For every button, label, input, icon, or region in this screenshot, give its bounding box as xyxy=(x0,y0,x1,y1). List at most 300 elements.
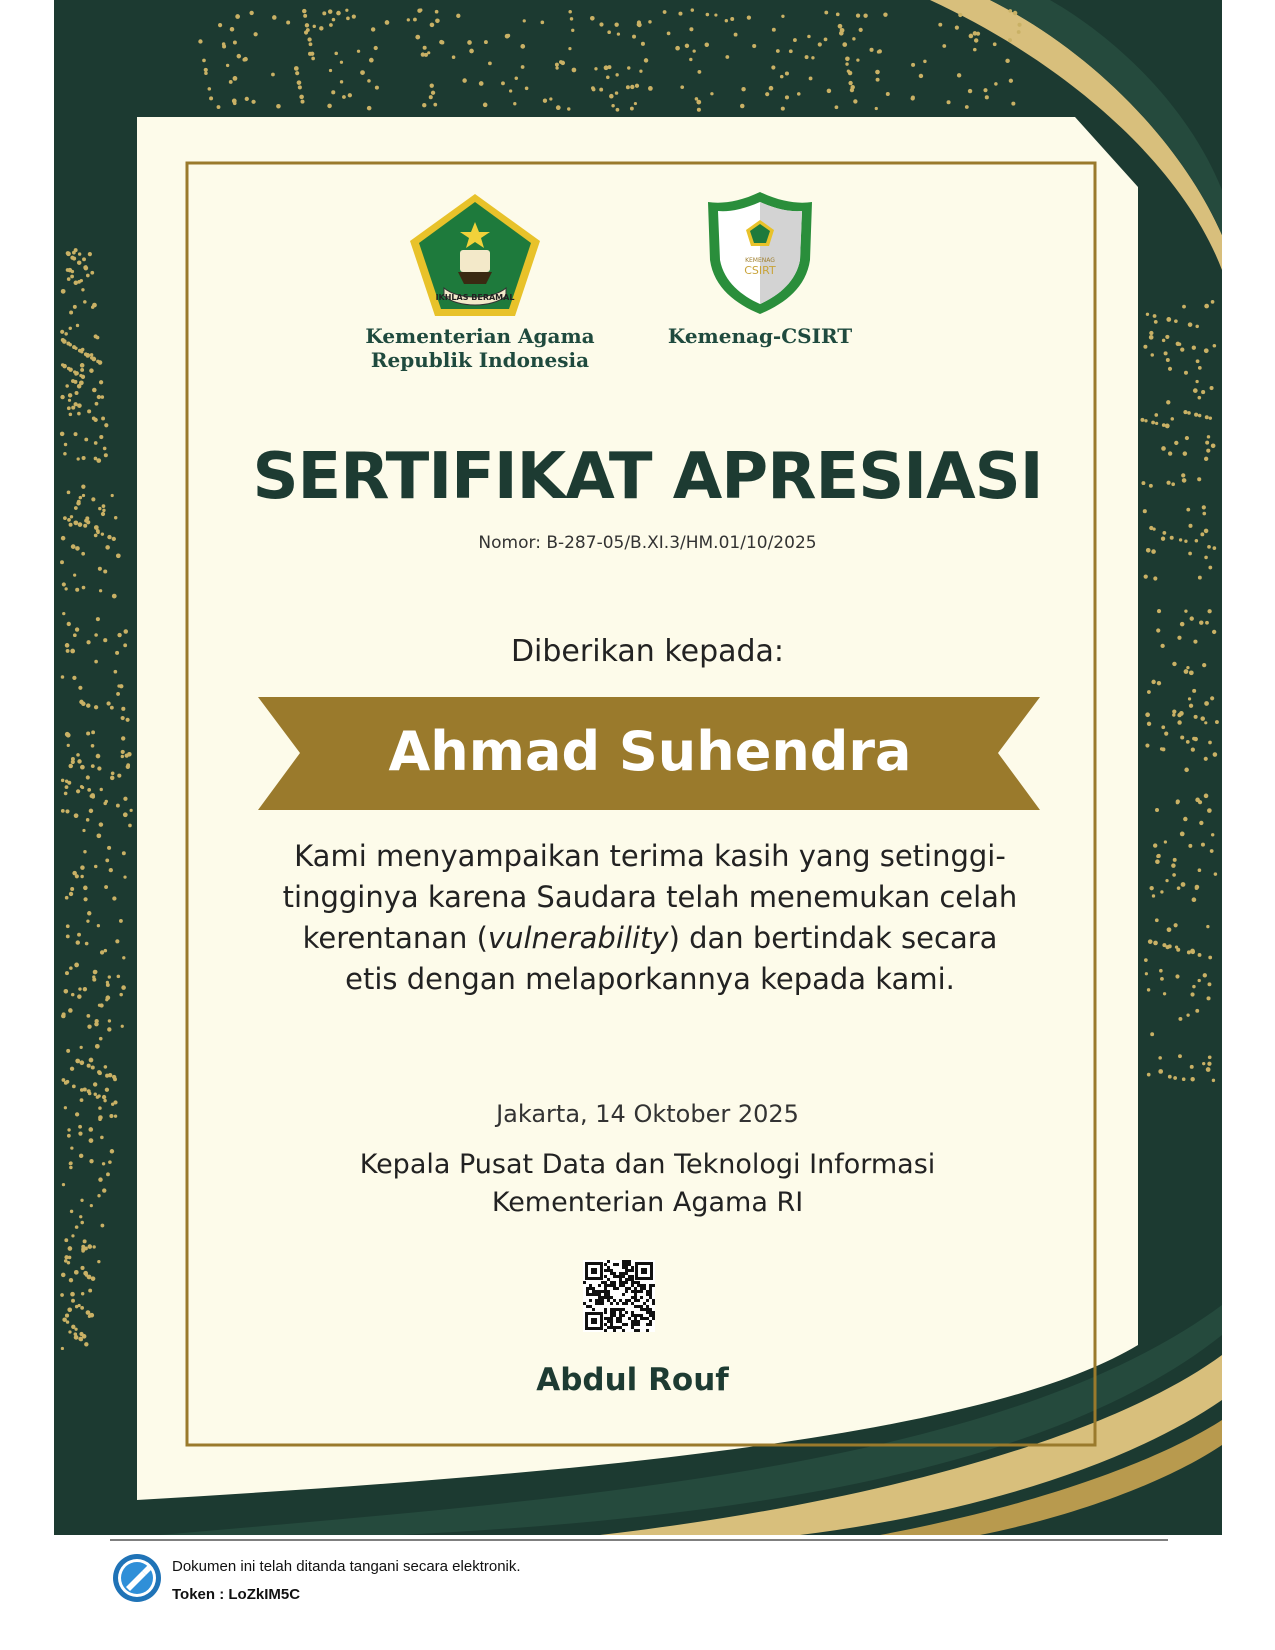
decorative-dot xyxy=(272,15,277,20)
decorative-dot xyxy=(407,18,410,21)
decorative-dot xyxy=(467,40,472,45)
decorative-dot xyxy=(1166,481,1170,485)
decorative-dot xyxy=(74,963,79,968)
decorative-dot xyxy=(82,456,86,460)
decorative-dot xyxy=(1205,415,1209,419)
decorative-dot xyxy=(84,438,88,442)
decorative-dot xyxy=(73,633,77,637)
decorative-dot xyxy=(1183,410,1187,414)
decorative-dot xyxy=(1210,386,1214,390)
decorative-dot xyxy=(1172,873,1176,877)
decorative-dot xyxy=(65,896,69,900)
signer-title-line2: Kementerian Agama RI xyxy=(491,1187,804,1218)
decorative-dot xyxy=(121,1025,124,1028)
decorative-dot xyxy=(591,86,595,90)
decorative-dot xyxy=(84,266,88,270)
decorative-dot xyxy=(88,1315,91,1318)
decorative-dot xyxy=(121,716,125,720)
decorative-dot xyxy=(85,353,90,358)
decorative-dot xyxy=(863,14,867,18)
decorative-dot xyxy=(1208,982,1212,986)
decorative-dot xyxy=(1153,843,1157,847)
decorative-dot xyxy=(93,970,98,975)
decorative-dot xyxy=(77,260,82,265)
decorative-dot xyxy=(71,760,75,764)
decorative-dot xyxy=(88,1127,93,1132)
decorative-dot xyxy=(106,701,110,705)
decorative-dot xyxy=(83,850,86,853)
decorative-dot xyxy=(204,68,208,72)
decorative-dot xyxy=(1200,532,1204,536)
decorative-dot xyxy=(955,26,959,30)
decorative-dot xyxy=(1158,1056,1162,1060)
decorative-dot xyxy=(89,368,94,373)
decorative-dot xyxy=(86,1014,90,1018)
decorative-dot xyxy=(371,27,375,31)
decorative-dot xyxy=(1201,390,1205,394)
decorative-dot xyxy=(509,89,512,92)
decorative-dot xyxy=(94,525,99,530)
decorative-dot xyxy=(415,35,420,40)
decorative-dot xyxy=(307,37,311,41)
appreciation-text-part2: ) dan bertindak secara etis dengan melaporkannya kepada kami. xyxy=(345,921,998,996)
decorative-dot xyxy=(430,23,435,28)
decorative-dot xyxy=(835,105,839,109)
decorative-dot xyxy=(1145,712,1150,717)
decorative-dot xyxy=(91,357,96,362)
decorative-dot xyxy=(81,786,84,789)
decorative-dot xyxy=(69,892,73,896)
decorative-dot xyxy=(72,251,76,255)
decorative-dot xyxy=(691,8,694,11)
decorative-dot xyxy=(67,1128,70,1131)
decorative-dot xyxy=(75,588,79,592)
decorative-dot xyxy=(1005,59,1009,63)
decorative-dot xyxy=(1204,348,1209,353)
decorative-dot xyxy=(102,509,105,512)
decorative-dot xyxy=(81,485,85,489)
decorative-dot xyxy=(249,11,253,15)
decorative-dot xyxy=(70,515,73,518)
decorative-dot xyxy=(973,48,977,52)
decorative-dot xyxy=(98,567,102,571)
decorative-dot xyxy=(1190,1077,1194,1081)
decorative-dot xyxy=(352,14,356,18)
decorative-dot xyxy=(107,1027,111,1031)
decorative-dot xyxy=(101,532,104,535)
decorative-dot xyxy=(1163,992,1166,995)
decorative-dot xyxy=(98,507,101,510)
decorative-dot xyxy=(594,67,597,70)
decorative-dot xyxy=(89,1159,93,1163)
decorative-dot xyxy=(1188,322,1193,327)
decorative-dot xyxy=(456,14,460,18)
decorative-dot xyxy=(635,84,639,88)
decorative-dot xyxy=(919,74,923,78)
decorative-dot xyxy=(1195,798,1200,803)
decorative-dot xyxy=(615,73,618,76)
decorative-dot xyxy=(1166,358,1170,362)
decorative-dot xyxy=(734,33,738,37)
decorative-dot xyxy=(1187,950,1191,954)
decorative-dot xyxy=(83,886,88,891)
decorative-dot xyxy=(632,35,636,39)
appreciation-text-italic: vulnerability xyxy=(487,921,669,955)
decorative-dot xyxy=(911,63,915,67)
decorative-dot xyxy=(1172,662,1176,666)
decorative-dot xyxy=(218,23,222,27)
decorative-dot xyxy=(781,107,785,111)
decorative-dot xyxy=(111,494,114,497)
decorative-dot xyxy=(110,706,114,710)
decorative-dot xyxy=(235,14,240,19)
decorative-dot xyxy=(102,1162,105,1165)
decorative-dot xyxy=(74,506,78,510)
decorative-dot xyxy=(99,435,103,439)
decorative-dot xyxy=(69,327,72,330)
decorative-dot xyxy=(1156,854,1160,858)
decorative-dot xyxy=(678,12,682,16)
decorative-dot xyxy=(76,940,80,944)
decorative-dot xyxy=(77,457,80,460)
decorative-dot xyxy=(599,88,603,92)
decorative-dot xyxy=(845,62,848,65)
decorative-dot xyxy=(606,75,610,79)
decorative-dot xyxy=(61,675,65,679)
decorative-dot xyxy=(123,797,127,801)
decorative-dot xyxy=(99,1037,103,1041)
decorative-dot xyxy=(78,987,81,990)
decorative-dot xyxy=(108,1019,111,1022)
certificate-title: SERTIFIKAT APRESIASI xyxy=(252,440,1043,514)
decorative-dot xyxy=(209,96,213,100)
decorative-dot xyxy=(1211,833,1214,836)
decorative-dot xyxy=(1149,331,1153,335)
decorative-dot xyxy=(785,95,789,99)
decorative-dot xyxy=(95,402,99,406)
decorative-dot xyxy=(96,833,101,838)
decorative-dot xyxy=(1152,894,1155,897)
decorative-dot xyxy=(328,9,332,13)
decorative-dot xyxy=(77,994,81,998)
decorative-dot xyxy=(66,1080,70,1084)
decorative-dot xyxy=(86,703,90,707)
decorative-dot xyxy=(69,523,73,527)
decorative-dot xyxy=(1184,540,1187,543)
decorative-dot xyxy=(938,23,942,27)
decorative-dot xyxy=(1208,566,1212,570)
certificate-number: Nomor: B-287-05/B.XI.3/HM.01/10/2025 xyxy=(478,533,817,553)
decorative-dot xyxy=(122,956,125,959)
decorative-dot xyxy=(66,649,70,653)
decorative-dot xyxy=(1204,721,1207,724)
decorative-dot xyxy=(488,62,492,66)
decorative-dot xyxy=(1174,441,1178,445)
decorative-dot xyxy=(923,60,926,63)
decorative-dot xyxy=(111,771,115,775)
decorative-dot xyxy=(81,1247,86,1252)
decorative-dot xyxy=(571,29,574,32)
csirt-badge-text: CSIRT xyxy=(744,264,776,277)
decorative-dot xyxy=(1161,537,1165,541)
decorative-dot xyxy=(360,70,365,75)
decorative-dot xyxy=(797,92,801,96)
decorative-dot xyxy=(615,91,618,94)
decorative-dot xyxy=(100,1224,104,1228)
decorative-dot xyxy=(1181,473,1185,477)
decorative-dot xyxy=(64,1238,68,1242)
decorative-dot xyxy=(875,107,878,110)
decorative-dot xyxy=(1204,757,1208,761)
decorative-dot xyxy=(644,58,648,62)
decorative-dot xyxy=(1155,422,1158,425)
decorative-dot xyxy=(91,744,95,748)
decorative-dot xyxy=(435,18,440,23)
decorative-dot xyxy=(1200,716,1205,721)
decorative-dot xyxy=(83,1087,87,1091)
decorative-dot xyxy=(96,617,100,621)
decorative-dot xyxy=(1178,343,1181,346)
decorative-dot xyxy=(1184,669,1189,674)
decorative-dot xyxy=(91,305,94,308)
decorative-dot xyxy=(83,524,87,528)
decorative-dot xyxy=(104,423,108,427)
decorative-dot xyxy=(710,92,713,95)
decorative-dot xyxy=(94,633,98,637)
decorative-dot xyxy=(305,23,309,27)
e-signature-icon xyxy=(112,1553,162,1603)
decorative-dot xyxy=(62,582,66,586)
decorative-dot xyxy=(96,336,100,340)
decorative-dot xyxy=(80,1266,84,1270)
decorative-dot xyxy=(123,643,127,647)
decorative-dot xyxy=(1149,526,1153,530)
decorative-dot xyxy=(1177,886,1181,890)
decorative-dot xyxy=(1195,325,1198,328)
decorative-dot xyxy=(1182,305,1186,309)
decorative-dot xyxy=(1150,1032,1154,1036)
decorative-dot xyxy=(60,395,64,399)
decorative-dot xyxy=(112,537,116,541)
decorative-dot xyxy=(1165,335,1169,339)
decorative-dot xyxy=(422,103,426,107)
decorative-dot xyxy=(1161,725,1165,729)
decorative-dot xyxy=(886,92,890,96)
decorative-dot xyxy=(1177,713,1181,717)
qr-code-icon[interactable] xyxy=(583,1260,655,1332)
decorative-dot xyxy=(119,993,122,996)
decorative-dot xyxy=(94,441,98,445)
decorative-dot xyxy=(555,63,559,67)
decorative-dot xyxy=(108,1160,112,1164)
decorative-dot xyxy=(82,829,85,832)
decorative-dot xyxy=(1153,314,1157,318)
decorative-dot xyxy=(1178,1054,1182,1058)
decorative-dot xyxy=(1204,529,1209,534)
decorative-dot xyxy=(1182,478,1187,483)
decorative-dot xyxy=(421,52,425,56)
decorative-dot xyxy=(62,339,67,344)
decorative-dot xyxy=(117,633,121,637)
decorative-dot xyxy=(83,300,87,304)
decorative-dot xyxy=(217,105,221,109)
decorative-dot xyxy=(69,1166,72,1169)
decorative-dot xyxy=(78,252,81,255)
decorative-dot xyxy=(947,100,951,104)
decorative-dot xyxy=(1172,713,1175,716)
decorative-dot xyxy=(1165,879,1168,882)
decorative-dot xyxy=(1171,417,1175,421)
decorative-dot xyxy=(572,68,577,73)
decorative-dot xyxy=(233,41,237,45)
decorative-dot xyxy=(1198,396,1202,400)
csirt-caption: Kemenag-CSIRT xyxy=(667,324,853,348)
decorative-dot xyxy=(1143,509,1147,513)
decorative-dot xyxy=(1194,715,1198,719)
decorative-dot xyxy=(1162,531,1166,535)
decorative-dot xyxy=(435,10,439,14)
decorative-dot xyxy=(70,1146,73,1149)
decorative-dot xyxy=(77,403,82,408)
decorative-dot xyxy=(793,38,797,42)
decorative-dot xyxy=(70,275,74,279)
decorative-dot xyxy=(561,61,565,65)
decorative-dot xyxy=(85,942,89,946)
decorative-dot xyxy=(1208,956,1212,960)
decorative-dot xyxy=(87,1089,91,1093)
decorative-dot xyxy=(83,987,87,991)
decorative-dot xyxy=(1158,1069,1163,1074)
decorative-dot xyxy=(76,753,80,757)
decorative-dot xyxy=(1164,840,1167,843)
decorative-dot xyxy=(785,71,789,75)
decorative-dot xyxy=(1208,1055,1212,1059)
decorative-dot xyxy=(1207,1062,1211,1066)
decorative-dot xyxy=(87,409,91,413)
decorative-dot xyxy=(1147,722,1151,726)
decorative-dot xyxy=(106,983,110,987)
decorative-dot xyxy=(99,822,103,826)
decorative-dot xyxy=(809,77,813,81)
decorative-dot xyxy=(1214,872,1217,875)
decorative-dot xyxy=(630,107,634,111)
decorative-dot xyxy=(89,809,93,813)
decorative-dot xyxy=(62,364,67,369)
decorative-dot xyxy=(94,534,98,538)
decorative-dot xyxy=(1192,897,1197,902)
decorative-dot xyxy=(322,11,326,15)
decorative-dot xyxy=(92,978,96,982)
decorative-dot xyxy=(303,14,307,18)
decorative-dot xyxy=(1198,414,1202,418)
decorative-dot xyxy=(627,66,630,69)
decorative-dot xyxy=(102,1095,106,1099)
decorative-dot xyxy=(130,809,133,812)
decorative-dot xyxy=(827,89,832,94)
decorative-dot xyxy=(103,1099,106,1102)
decorative-dot xyxy=(1181,882,1186,887)
recipient-name: Ahmad Suhendra xyxy=(388,720,912,783)
decorative-dot xyxy=(98,1115,103,1120)
decorative-dot xyxy=(1186,740,1190,744)
decorative-dot xyxy=(79,1154,83,1158)
decorative-dot xyxy=(1212,1079,1215,1082)
decorative-dot xyxy=(781,15,784,18)
decorative-dot xyxy=(97,1194,100,1197)
decorative-dot xyxy=(1179,538,1182,541)
decorative-dot xyxy=(67,1134,71,1138)
decorative-dot xyxy=(78,1131,82,1135)
decorative-dot xyxy=(82,494,85,497)
decorative-dot xyxy=(80,350,83,353)
decorative-dot xyxy=(245,97,249,101)
ministry-caption-line2: Republik Indonesia xyxy=(370,348,590,372)
decorative-dot xyxy=(98,1177,102,1181)
decorative-dot xyxy=(86,731,90,735)
decorative-dot xyxy=(1167,927,1172,932)
decorative-dot xyxy=(334,52,338,56)
decorative-dot xyxy=(71,993,75,997)
decorative-dot xyxy=(805,55,809,59)
decorative-dot xyxy=(1157,681,1161,685)
decorative-dot xyxy=(452,55,456,59)
decorative-dot xyxy=(80,1306,84,1310)
decorative-dot xyxy=(1198,366,1202,370)
decorative-dot xyxy=(301,100,305,104)
decorative-dot xyxy=(237,54,242,59)
decorative-dot xyxy=(70,887,74,891)
decorative-dot xyxy=(80,368,84,372)
decorative-dot xyxy=(483,103,488,108)
decorative-dot xyxy=(1198,979,1201,982)
decorative-dot xyxy=(883,12,887,16)
decorative-dot xyxy=(1170,536,1174,540)
decorative-dot xyxy=(1148,939,1153,944)
decorative-dot xyxy=(680,85,684,89)
decorative-dot xyxy=(1190,992,1194,996)
decorative-dot xyxy=(1008,9,1012,13)
decorative-dot xyxy=(83,1239,87,1243)
decorative-dot xyxy=(1173,858,1177,862)
decorative-dot xyxy=(1174,319,1178,323)
decorative-dot xyxy=(1192,985,1195,988)
decorative-dot xyxy=(78,1125,82,1129)
decorative-dot xyxy=(103,638,107,642)
decorative-dot xyxy=(1207,435,1210,438)
decorative-dot xyxy=(121,707,125,711)
decorative-dot xyxy=(111,1103,114,1106)
decorative-dot xyxy=(1205,441,1209,445)
decorative-dot xyxy=(345,9,348,12)
decorative-dot xyxy=(62,1183,65,1186)
decorative-dot xyxy=(637,23,642,28)
decorative-dot xyxy=(1144,574,1148,578)
decorative-dot xyxy=(1188,524,1192,528)
decorative-dot xyxy=(73,305,77,309)
decorative-dot xyxy=(847,70,850,73)
decorative-dot xyxy=(233,101,237,105)
decorative-dot xyxy=(114,670,118,674)
decorative-dot xyxy=(367,106,372,111)
decorative-dot xyxy=(842,42,847,47)
decorative-dot xyxy=(100,950,104,954)
decorative-dot xyxy=(1155,859,1160,864)
decorative-dot xyxy=(567,107,570,110)
decorative-dot xyxy=(64,989,69,994)
decorative-dot xyxy=(942,44,946,48)
decorative-dot xyxy=(123,812,128,817)
decorative-dot xyxy=(331,90,335,94)
